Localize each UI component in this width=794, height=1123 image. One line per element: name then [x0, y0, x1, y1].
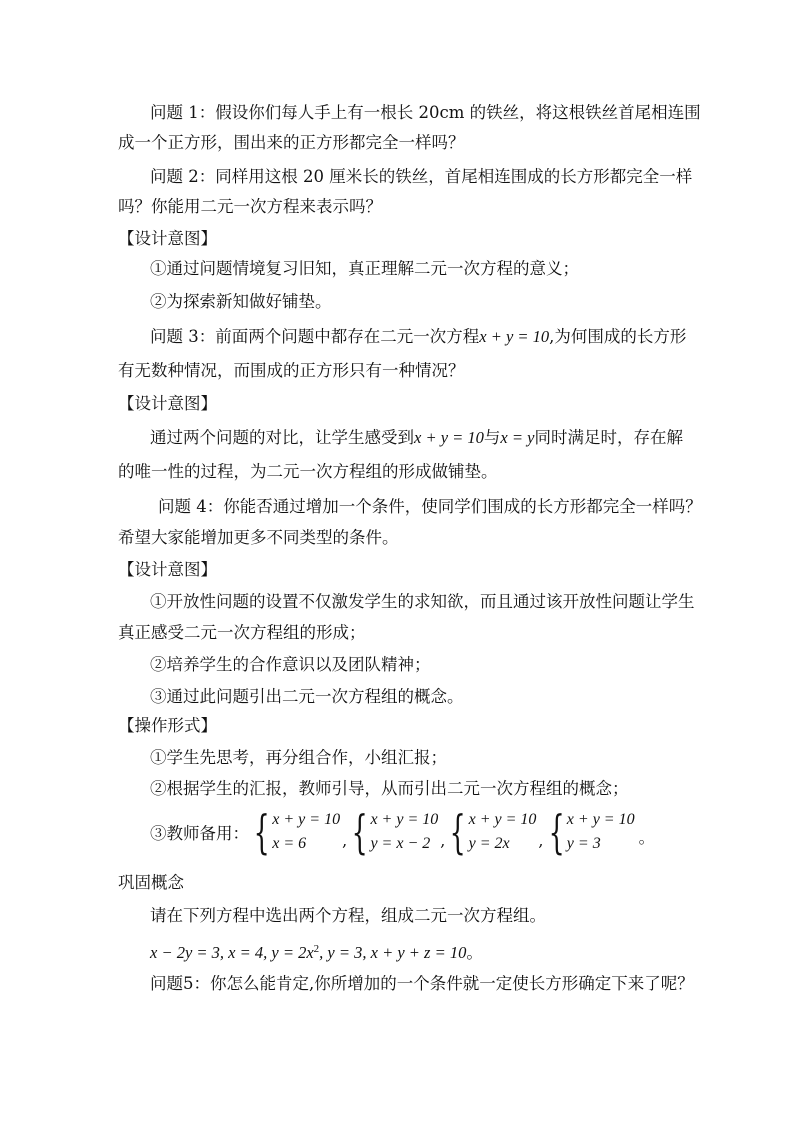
q4-line2: 希望大家能增加更多不同类型的条件。: [118, 528, 399, 547]
operation-item1: ①学生先思考，再分组合作，小组汇报；: [150, 748, 447, 767]
equations-part-a: x − 2y = 3, x = 4, y = 2x: [150, 943, 314, 962]
equation-system-3: [447, 805, 537, 859]
design1-item2: ②为探索新知做好铺垫。: [150, 292, 332, 311]
q4-line1: 问题 4：你能否通过增加一个条件，使同学们围成的长方形都完全一样吗？: [158, 497, 702, 516]
design-heading-1: 【设计意图】: [118, 229, 217, 248]
brace-icon: {: [253, 805, 270, 859]
equations-end: 。: [466, 943, 483, 962]
equation-system-1: [251, 805, 341, 859]
equation-system-4: [546, 805, 635, 859]
design-heading-3: 【设计意图】: [118, 560, 217, 579]
design2-text-b: 同时满足时，存在解: [534, 428, 683, 447]
design3-item1-line2: 真正感受二元一次方程组的形成；: [118, 623, 366, 642]
system1-top: x + y = 10: [272, 811, 341, 828]
design2-line1: [150, 427, 683, 449]
system2-top: x + y = 10: [370, 811, 439, 828]
system-separator: ,: [538, 830, 544, 850]
system3-top: x + y = 10: [468, 811, 537, 828]
operation-item3-label: ③教师备用：: [150, 824, 249, 843]
system-separator: ,: [342, 830, 348, 850]
q5-line1: 问题5：你怎么能肯定,你所增加的一个条件就一定使长方形确定下来了呢？: [150, 974, 694, 993]
design2-equation-2: x = y: [500, 428, 535, 447]
q1-line1: 问题 1：假设你们每人手上有一根长 20cm 的铁丝，将这根铁丝首尾相连围: [150, 103, 701, 122]
design3-item1-line1: ①开放性问题的设置不仅激发学生的求知欲，而且通过该开放性问题让学生: [150, 592, 695, 611]
q3-equation: x + y = 10: [479, 327, 550, 346]
system1-bottom: x = 6: [272, 835, 307, 852]
consolidate-task: 请在下列方程中选出两个方程，组成二元一次方程组。: [150, 906, 546, 925]
system-end-mark: 。: [638, 827, 655, 847]
operation-heading: 【操作形式】: [118, 716, 217, 735]
design2-text-a: 通过两个问题的对比，让学生感受到: [150, 428, 414, 447]
brace-icon: {: [351, 805, 368, 859]
system-separator: ,: [440, 830, 446, 850]
consolidate-heading: 巩固概念: [118, 873, 184, 892]
brace-icon: {: [548, 805, 565, 859]
q1-line2: 成一个正方形，围出来的正方形都完全一样吗？: [118, 133, 465, 152]
q2-line1: 问题 2：同样用这根 20 厘米长的铁丝，首尾相连围成的长方形都完全一样: [150, 167, 693, 186]
q2-line2: 吗？你能用二元一次方程来表示吗？: [118, 197, 382, 216]
operation-item2: ②根据学生的汇报，教师引导，从而引出二元一次方程组的概念；: [150, 779, 629, 798]
design2-equation-1: x + y = 10: [414, 428, 484, 447]
q3-line1: [150, 326, 686, 348]
system4-top: x + y = 10: [566, 811, 635, 828]
design-heading-2: 【设计意图】: [118, 394, 217, 413]
system2-bottom: y = x − 2: [370, 835, 431, 852]
equations-part-b: , y = 3, x + y + z = 10: [319, 943, 467, 962]
operation-item3: [150, 805, 655, 859]
design1-item1: ①通过问题情境复习旧知，真正理解二元一次方程的意义；: [150, 259, 579, 278]
design2-line2: 的唯一性的过程，为二元一次方程组的形成做铺垫。: [118, 462, 498, 481]
q3-line2: 有无数种情况，而围成的正方形只有一种情况？: [118, 361, 465, 380]
design3-item2: ②培养学生的合作意识以及团队精神；: [150, 655, 431, 674]
system4-bottom: y = 3: [566, 835, 601, 852]
brace-icon: {: [449, 805, 467, 859]
q3-text-a: 问题 3：前面两个问题中都存在二元一次方程: [150, 327, 480, 346]
consolidate-equations: [150, 938, 483, 964]
equations-exponent: 2: [313, 943, 320, 955]
q3-text-b: ,为何围成的长方形: [549, 327, 687, 346]
design3-item3: ③通过此问题引出二元一次方程组的概念。: [150, 687, 464, 706]
equation-system-2: [349, 805, 439, 859]
design2-text-mid: 与: [483, 428, 501, 447]
system3-bottom: y = 2x: [468, 835, 510, 852]
